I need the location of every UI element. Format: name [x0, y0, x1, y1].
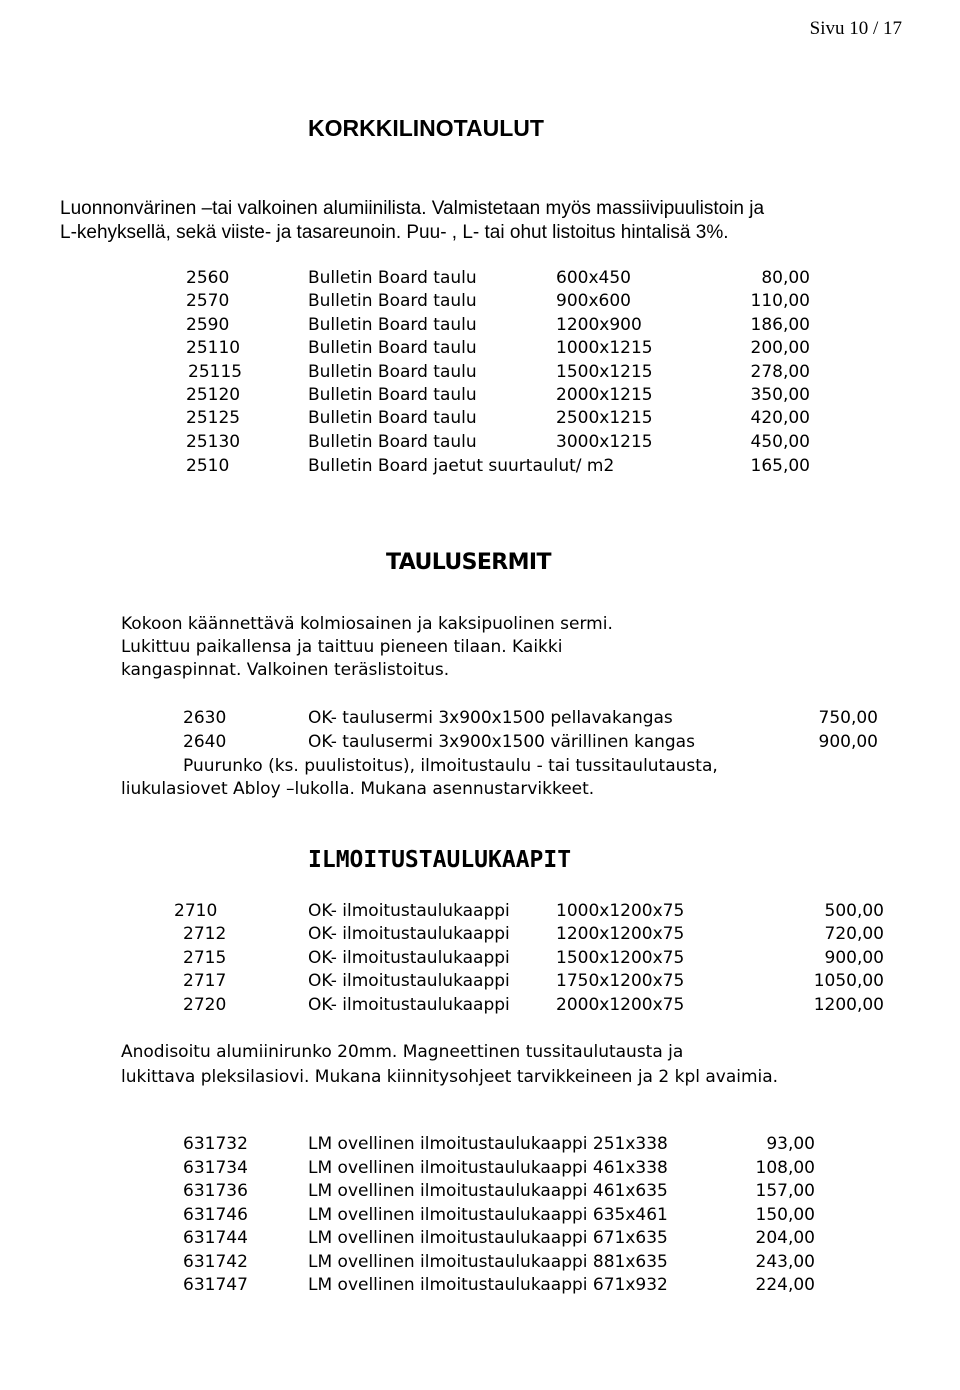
korkki-row-code: 2590: [186, 315, 230, 335]
kaapit-desc-line1: Anodisoitu alumiinirunko 20mm. Magneettinen tussitaulutausta ja: [121, 1042, 684, 1062]
section-title-sermit: TAULUSERMIT: [386, 550, 551, 575]
kaapit-row-code: 2712: [183, 924, 227, 944]
sermit-desc-line2: Lukittuu paikallensa ja taittuu pieneen tilaan. Kaikki: [121, 637, 563, 657]
lm-row-name: LM ovellinen ilmoitustaulukaappi 881x635: [308, 1252, 668, 1272]
lm-row-price: 243,00: [755, 1252, 815, 1272]
kaapit-row-code: 2710: [174, 901, 218, 921]
korkki-last-code: 2510: [186, 456, 230, 476]
korkki-intro-line2: L-kehyksellä, sekä viiste- ja tasareunoin. Puu- , L- tai ohut listoitus hintalisä 3%.: [60, 222, 729, 243]
korkki-row-price: 186,00: [750, 315, 810, 335]
kaapit-row-price: 500,00: [824, 901, 884, 921]
sermit-row-name: OK- taulusermi 3x900x1500 pellavakangas: [308, 708, 673, 728]
sermit-note-line2: liukulasiovet Abloy –lukolla. Mukana asennustarvikkeet.: [121, 779, 595, 799]
lm-row-name: LM ovellinen ilmoitustaulukaappi 461x635: [308, 1181, 668, 1201]
lm-row-price: 157,00: [755, 1181, 815, 1201]
korkki-last-name: Bulletin Board jaetut suurtaulut/ m2: [308, 456, 615, 476]
korkki-row-size: 2000x1215: [556, 385, 653, 405]
korkki-row-name: Bulletin Board taulu: [308, 432, 477, 452]
korkki-row-code: 25125: [186, 408, 241, 428]
lm-row-price: 150,00: [755, 1205, 815, 1225]
korkki-row-price: 450,00: [750, 432, 810, 452]
kaapit-row-code: 2720: [183, 995, 227, 1015]
kaapit-row-name: OK- ilmoitustaulukaappi: [308, 901, 510, 921]
korkki-row-code: 25120: [186, 385, 241, 405]
korkki-row-size: 2500x1215: [556, 408, 653, 428]
korkki-row-price: 350,00: [750, 385, 810, 405]
korkki-row-price: 110,00: [750, 291, 810, 311]
korkki-intro-line1: Luonnonvärinen –tai valkoinen alumiinilista. Valmistetaan myös massiivipuulistoin ja: [60, 198, 765, 219]
korkki-row-code: 25130: [186, 432, 241, 452]
korkki-row-price: 420,00: [750, 408, 810, 428]
korkki-row-size: 1000x1215: [556, 338, 653, 358]
lm-row-price: 204,00: [755, 1228, 815, 1248]
korkki-row-size: 600x450: [556, 268, 631, 288]
lm-row-code: 631732: [183, 1134, 248, 1154]
korkki-row-code: 2560: [186, 268, 230, 288]
kaapit-row-name: OK- ilmoitustaulukaappi: [308, 995, 510, 1015]
kaapit-row-price: 900,00: [824, 948, 884, 968]
korkki-row-name: Bulletin Board taulu: [308, 315, 477, 335]
lm-row-code: 631744: [183, 1228, 248, 1248]
lm-row-price: 93,00: [766, 1134, 815, 1154]
kaapit-row-size: 1000x1200x75: [556, 901, 685, 921]
korkki-row-code: 2570: [186, 291, 230, 311]
kaapit-row-code: 2717: [183, 971, 227, 991]
kaapit-row-size: 1500x1200x75: [556, 948, 685, 968]
sermit-note-line1: Puurunko (ks. puulistoitus), ilmoitustaulu - tai tussitaulutausta,: [183, 756, 718, 776]
section-title-kaapit: ILMOITUSTAULUKAAPIT: [308, 847, 572, 873]
sermit-desc-line3: kangaspinnat. Valkoinen teräslistoitus.: [121, 660, 450, 680]
korkki-row-name: Bulletin Board taulu: [308, 268, 477, 288]
kaapit-row-code: 2715: [183, 948, 227, 968]
korkki-row-code: 25115: [188, 362, 243, 382]
kaapit-desc-line2: lukittava pleksilasiovi. Mukana kiinnitysohjeet tarvikkeineen ja 2 kpl avaimia.: [121, 1067, 779, 1087]
korkki-row-name: Bulletin Board taulu: [308, 338, 477, 358]
korkki-row-price: 200,00: [750, 338, 810, 358]
korkki-row-name: Bulletin Board taulu: [308, 291, 477, 311]
sermit-row-price: 900,00: [818, 732, 878, 752]
korkki-row-size: 1200x900: [556, 315, 642, 335]
sermit-row-name: OK- taulusermi 3x900x1500 värillinen kangas: [308, 732, 695, 752]
section-title-korkki: KORKKILINOTAULUT: [308, 115, 544, 141]
korkki-row-price: 80,00: [761, 268, 810, 288]
kaapit-row-price: 1050,00: [813, 971, 884, 991]
lm-row-name: LM ovellinen ilmoitustaulukaappi 671x635: [308, 1228, 668, 1248]
lm-row-code: 631746: [183, 1205, 248, 1225]
kaapit-row-name: OK- ilmoitustaulukaappi: [308, 948, 510, 968]
kaapit-row-name: OK- ilmoitustaulukaappi: [308, 924, 510, 944]
korkki-row-size: 900x600: [556, 291, 631, 311]
korkki-row-size: 1500x1215: [556, 362, 653, 382]
lm-row-name: LM ovellinen ilmoitustaulukaappi 635x461: [308, 1205, 668, 1225]
kaapit-row-name: OK- ilmoitustaulukaappi: [308, 971, 510, 991]
lm-row-code: 631747: [183, 1275, 248, 1295]
kaapit-row-size: 1750x1200x75: [556, 971, 685, 991]
sermit-row-code: 2630: [183, 708, 227, 728]
kaapit-row-price: 1200,00: [813, 995, 884, 1015]
korkki-last-price: 165,00: [750, 456, 810, 476]
page-number: Sivu 10 / 17: [809, 18, 902, 39]
sermit-row-price: 750,00: [818, 708, 878, 728]
korkki-row-name: Bulletin Board taulu: [308, 385, 477, 405]
lm-row-name: LM ovellinen ilmoitustaulukaappi 251x338: [308, 1134, 668, 1154]
korkki-row-size: 3000x1215: [556, 432, 653, 452]
lm-row-code: 631742: [183, 1252, 248, 1272]
kaapit-row-price: 720,00: [824, 924, 884, 944]
korkki-row-name: Bulletin Board taulu: [308, 362, 477, 382]
lm-row-code: 631734: [183, 1158, 248, 1178]
kaapit-row-size: 1200x1200x75: [556, 924, 685, 944]
korkki-row-name: Bulletin Board taulu: [308, 408, 477, 428]
lm-row-price: 224,00: [755, 1275, 815, 1295]
lm-row-price: 108,00: [755, 1158, 815, 1178]
sermit-row-code: 2640: [183, 732, 227, 752]
lm-row-code: 631736: [183, 1181, 248, 1201]
kaapit-row-size: 2000x1200x75: [556, 995, 685, 1015]
korkki-row-price: 278,00: [750, 362, 810, 382]
sermit-desc-line1: Kokoon käännettävä kolmiosainen ja kaksipuolinen sermi.: [121, 614, 613, 634]
lm-row-name: LM ovellinen ilmoitustaulukaappi 461x338: [308, 1158, 668, 1178]
korkki-row-code: 25110: [186, 338, 241, 358]
lm-row-name: LM ovellinen ilmoitustaulukaappi 671x932: [308, 1275, 668, 1295]
